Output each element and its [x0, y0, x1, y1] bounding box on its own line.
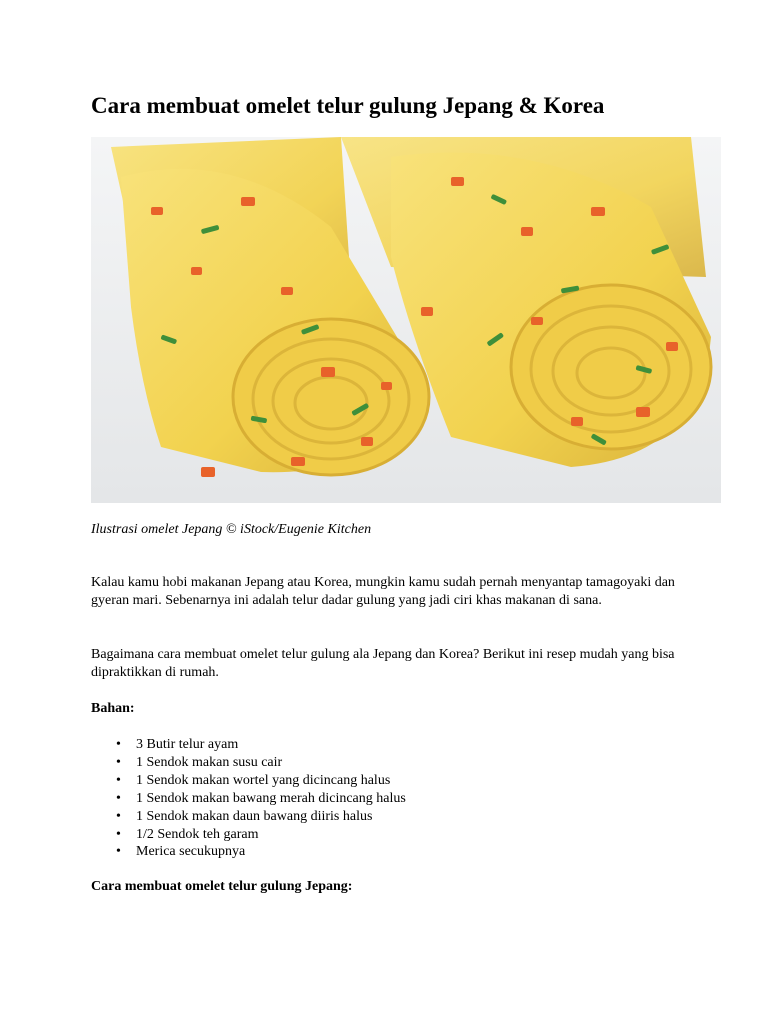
ingredients-list [91, 736, 406, 861]
ingredient-text: Merica secukupnya [136, 844, 246, 860]
ingredients-heading: Bahan: [91, 701, 135, 716]
method-heading: Cara membuat omelet telur gulung Jepang: [91, 879, 353, 894]
bullet-icon: • [116, 808, 121, 824]
omelet-photo [91, 137, 721, 503]
list-item [91, 843, 406, 861]
list-item [91, 772, 406, 790]
bullet-icon: • [116, 754, 121, 770]
ingredient-text: 1 Sendok makan daun bawang diiris halus [136, 808, 373, 824]
ingredient-text: 1 Sendok makan wortel yang dicincang halus [136, 772, 391, 788]
bullet-icon: • [116, 826, 121, 842]
ingredient-text: 1 Sendok makan bawang merah dicincang halus [136, 790, 406, 806]
image-caption: Ilustrasi omelet Jepang © iStock/Eugenie Kitchen [91, 522, 372, 537]
list-item [91, 790, 406, 808]
ingredient-text: 1 Sendok makan susu cair [136, 754, 283, 770]
question-paragraph: Bagaimana cara membuat omelet telur gulung ala Jepang dan Korea? Berikut ini resep mudah yang bisa dipraktikkan di rumah. [91, 647, 675, 680]
ingredient-text: 1/2 Sendok teh garam [136, 826, 259, 842]
list-item [91, 826, 406, 844]
intro-paragraph: Kalau kamu hobi makanan Jepang atau Korea, mungkin kamu sudah pernah menyantap tamagoyaki dan gyeran mari. Sebenarnya ini adalah telur dadar gulung yang jadi ciri khas makanan di sana. [91, 575, 675, 608]
list-item [91, 808, 406, 826]
bullet-icon: • [116, 737, 121, 752]
ingredient-text: 3 Butir telur ayam [136, 737, 239, 752]
list-item [91, 754, 406, 772]
list-item [91, 736, 406, 754]
article-title: Cara membuat omelet telur gulung Jepang & Korea [91, 93, 605, 118]
bullet-icon: • [116, 844, 121, 860]
bullet-icon: • [116, 790, 121, 806]
bullet-icon: • [116, 772, 121, 788]
